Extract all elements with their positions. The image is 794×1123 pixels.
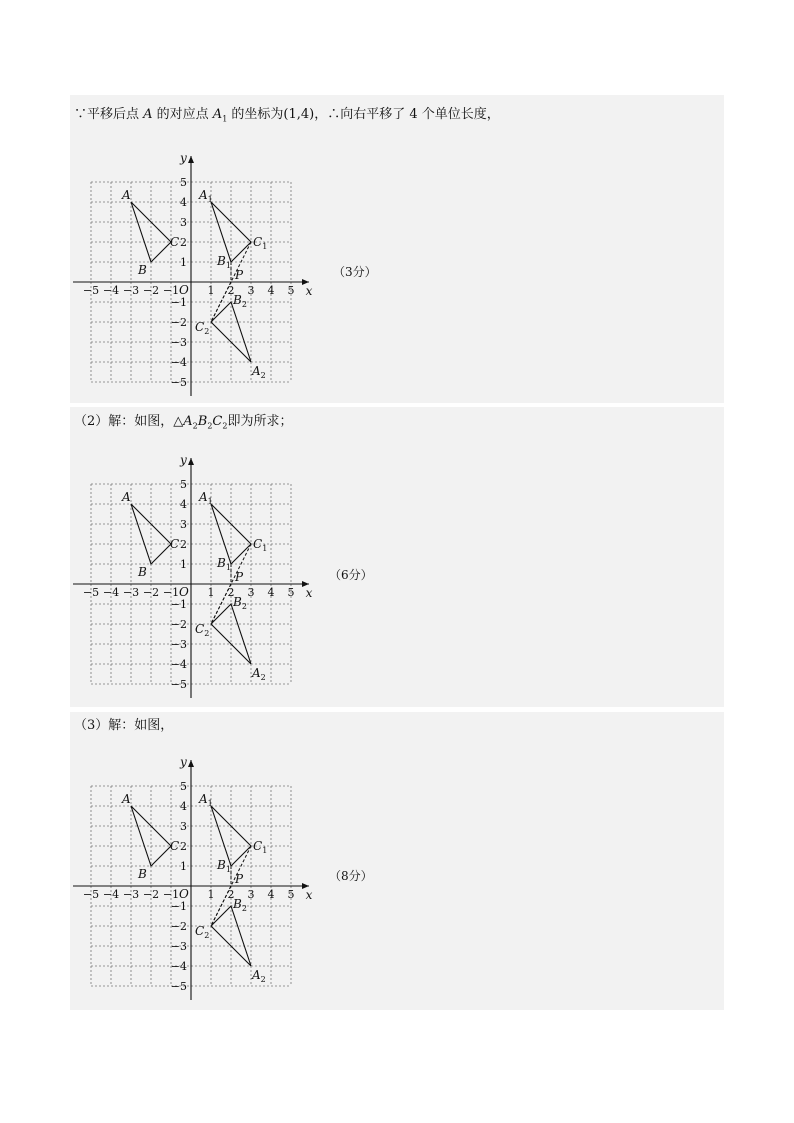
- graph-svg: [66, 140, 336, 410]
- point-label: A: [183, 414, 193, 429]
- y-tick-label: 2: [180, 538, 187, 551]
- x-tick-label: −4: [102, 284, 120, 297]
- y-tick-label: −2: [170, 920, 187, 933]
- point-label-p: P: [235, 268, 244, 282]
- point-label-b1: $B_1$: [217, 858, 231, 874]
- point-label-b: B: [138, 565, 147, 579]
- y-tick-label: −4: [170, 658, 187, 671]
- x-tick-label: 2: [227, 284, 235, 297]
- x-tick-label: 2: [227, 586, 235, 599]
- x-axis-label: x: [305, 586, 313, 600]
- y-tick-label: −4: [170, 960, 187, 973]
- subscript: 2: [192, 421, 198, 431]
- text-line-translation: [74, 107, 500, 128]
- subscript: 2: [222, 421, 228, 431]
- graph-svg: [66, 744, 336, 1014]
- y-axis-label: y: [180, 151, 187, 165]
- point-label-a: A: [122, 792, 131, 806]
- point-label-c: C: [170, 537, 180, 551]
- y-tick-label: 1: [180, 256, 187, 269]
- score-label-1: （3分）: [333, 265, 377, 279]
- x-tick-label: −4: [102, 888, 120, 901]
- score-label-2: （6分）: [329, 568, 373, 582]
- point-label-a1: $A_1$: [199, 490, 213, 506]
- x-tick-label: −2: [142, 888, 160, 901]
- point-label-p: P: [235, 570, 244, 584]
- y-tick-label: 1: [180, 558, 187, 571]
- coordinate-graph-2: [66, 442, 336, 712]
- y-tick-label: −4: [170, 356, 187, 369]
- point-label-b2: $B_2$: [233, 293, 247, 309]
- point-label-b: B: [138, 867, 147, 881]
- y-axis-label: y: [180, 755, 187, 769]
- x-tick-label: −5: [82, 284, 100, 297]
- y-tick-label: −1: [170, 296, 187, 309]
- coordinate-graph-1: [66, 140, 336, 410]
- point-label-p: P: [235, 872, 244, 886]
- x-axis-label: x: [305, 888, 313, 902]
- point-label: A: [143, 107, 153, 122]
- x-tick-label: 1: [207, 284, 215, 297]
- point-label: A: [212, 107, 223, 122]
- text-fragment: 的坐标为: [227, 107, 284, 122]
- x-tick-label: −2: [142, 586, 160, 599]
- point-label: C: [212, 414, 223, 429]
- x-tick-label: −1: [162, 586, 180, 599]
- score-label-3: （8分）: [329, 869, 373, 883]
- point-label-a1: $A_1$: [199, 792, 213, 808]
- point-label-a: A: [122, 188, 131, 202]
- x-tick-label: 1: [207, 888, 215, 901]
- y-tick-label: −5: [170, 376, 187, 389]
- x-tick-label: −5: [82, 888, 100, 901]
- y-tick-label: 3: [180, 820, 187, 833]
- x-tick-label: 4: [267, 586, 275, 599]
- origin-label: O: [179, 887, 189, 901]
- y-tick-label: 4: [180, 800, 187, 813]
- point-label-c2: $C_2$: [195, 320, 210, 336]
- subscript: 1: [222, 114, 228, 124]
- origin-label: O: [179, 585, 189, 599]
- x-tick-label: 5: [287, 284, 295, 297]
- x-tick-label: 3: [247, 586, 255, 599]
- y-tick-label: −5: [170, 980, 187, 993]
- x-tick-label: 4: [267, 888, 275, 901]
- text-fragment: （2）解：如图，: [74, 414, 174, 429]
- triangle-symbol: △: [173, 414, 184, 429]
- y-tick-label: −1: [170, 598, 187, 611]
- x-tick-label: −2: [142, 284, 160, 297]
- subscript: 2: [207, 421, 213, 431]
- point-label-c: C: [170, 235, 180, 249]
- point-label-c1: $C_1$: [253, 235, 268, 251]
- x-tick-label: 3: [247, 284, 255, 297]
- point-label-b2: $B_2$: [233, 595, 247, 611]
- text-line-part-3: [74, 718, 173, 734]
- text-fragment: 即为所求；: [227, 414, 293, 429]
- y-axis-arrow: [188, 156, 194, 163]
- text-fragment: ∵平移后点: [74, 107, 144, 122]
- origin-label: O: [179, 283, 189, 297]
- point-label-b1: $B_1$: [217, 556, 231, 572]
- coordinate-graph-3: [66, 744, 336, 1014]
- y-tick-label: −3: [170, 336, 187, 349]
- x-tick-label: −1: [162, 888, 180, 901]
- point-label-c1: $C_1$: [253, 839, 268, 855]
- x-tick-label: 5: [287, 586, 295, 599]
- y-tick-label: 3: [180, 216, 187, 229]
- y-axis-arrow: [188, 458, 194, 465]
- y-tick-label: −3: [170, 638, 187, 651]
- point-label-a1: $A_1$: [199, 188, 213, 204]
- point-label-c2: $C_2$: [195, 622, 210, 638]
- point-label-b1: $B_1$: [217, 254, 231, 270]
- point-label-a2: $A_2$: [252, 364, 266, 380]
- y-tick-label: −3: [170, 940, 187, 953]
- text-fragment: （3）解：如图，: [74, 718, 174, 733]
- y-tick-label: 4: [180, 196, 187, 209]
- x-tick-label: −3: [122, 888, 140, 901]
- point-label-b2: $B_2$: [233, 897, 247, 913]
- x-tick-label: −4: [102, 586, 120, 599]
- y-tick-label: 5: [180, 780, 187, 793]
- x-tick-label: −3: [122, 586, 140, 599]
- y-tick-label: 2: [180, 840, 187, 853]
- text-fragment: 的对应点: [152, 107, 213, 122]
- y-tick-label: 4: [180, 498, 187, 511]
- y-tick-label: 3: [180, 518, 187, 531]
- x-tick-label: 1: [207, 586, 215, 599]
- graph-svg: [66, 442, 336, 712]
- text-fragment: ，∴向右平移了 4 个单位长度，: [314, 107, 500, 122]
- x-tick-label: 2: [227, 888, 235, 901]
- y-tick-label: −2: [170, 618, 187, 631]
- y-tick-label: −1: [170, 900, 187, 913]
- x-tick-label: −3: [122, 284, 140, 297]
- x-tick-label: −5: [82, 586, 100, 599]
- text-line-part-2: [74, 414, 292, 435]
- point-label: B: [197, 414, 208, 429]
- coordinate: (1,4): [283, 107, 315, 122]
- point-label-a2: $A_2$: [252, 968, 266, 984]
- point-label-b: B: [138, 263, 147, 277]
- y-axis-label: y: [180, 453, 187, 467]
- x-tick-label: 3: [247, 888, 255, 901]
- x-tick-label: −1: [162, 284, 180, 297]
- x-tick-label: 5: [287, 888, 295, 901]
- y-tick-label: 5: [180, 176, 187, 189]
- point-label-c1: $C_1$: [253, 537, 268, 553]
- point-label-a: A: [122, 490, 131, 504]
- y-tick-label: −5: [170, 678, 187, 691]
- y-tick-label: −2: [170, 316, 187, 329]
- y-tick-label: 5: [180, 478, 187, 491]
- y-tick-label: 2: [180, 236, 187, 249]
- x-axis-label: x: [305, 284, 313, 298]
- point-label-c: C: [170, 839, 180, 853]
- y-tick-label: 1: [180, 860, 187, 873]
- y-axis-arrow: [188, 760, 194, 767]
- point-label-c2: $C_2$: [195, 924, 210, 940]
- x-tick-label: 4: [267, 284, 275, 297]
- point-label-a2: $A_2$: [252, 666, 266, 682]
